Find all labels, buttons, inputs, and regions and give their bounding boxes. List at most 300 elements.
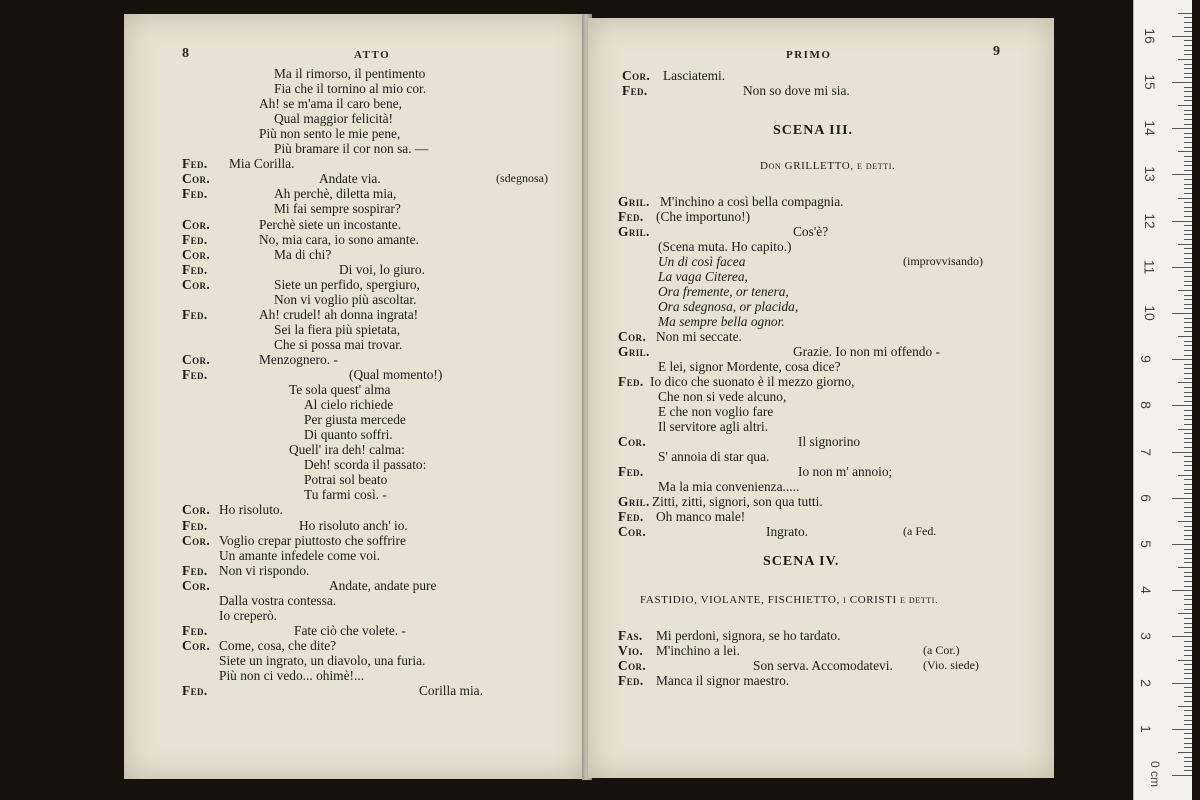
verse-line: Non vi voglio più ascoltar. — [274, 291, 417, 307]
speaker-label: Cor. — [182, 171, 211, 187]
page-number: 9 — [993, 44, 1000, 59]
verse-line: M'inchino a lei. — [656, 643, 740, 658]
ruler-tick — [1184, 165, 1192, 166]
ruler-number: 5 — [1137, 540, 1154, 548]
stage-direction: (improvvisando) — [903, 254, 983, 268]
ruler-tick — [1184, 692, 1192, 693]
ruler-tick — [1184, 604, 1192, 605]
ruler-tick — [1184, 230, 1192, 231]
verse-line: Potrai sol beato — [304, 472, 388, 488]
ruler-tick — [1184, 766, 1192, 767]
measuring-ruler — [1133, 0, 1192, 800]
verse-line: Oh manco male! — [656, 509, 746, 524]
ruler-tick — [1184, 530, 1192, 531]
ruler-tick — [1184, 304, 1192, 305]
ruler-tick — [1184, 40, 1192, 41]
ruler-tick — [1178, 429, 1192, 430]
ruler-tick — [1184, 239, 1192, 240]
verse-line: Ma di chi? — [274, 246, 332, 262]
verse-line: Quell' ira deh! calma: — [289, 442, 405, 458]
verse-line: Ora sdegnosa, or placida, — [658, 299, 799, 314]
ruler-tick — [1184, 438, 1192, 439]
speaker-label: Fed. — [618, 209, 644, 224]
ruler-tick — [1184, 110, 1192, 111]
ruler-number: 15 — [1141, 74, 1158, 90]
ruler-tick — [1172, 82, 1192, 83]
ruler-number: 8 — [1137, 401, 1154, 410]
ruler-tick — [1184, 355, 1192, 356]
ruler-tick — [1178, 244, 1192, 245]
ruler-tick — [1184, 526, 1192, 527]
verse-line: No, mia cara, io sono amante. — [259, 231, 419, 247]
ruler-tick — [1172, 128, 1192, 129]
verse-line: Mi perdoni, signora, se ho tardato. — [656, 628, 841, 643]
ruler-number: 10 — [1141, 305, 1158, 321]
ruler-tick — [1184, 493, 1192, 494]
ruler-tick — [1184, 68, 1192, 69]
verse-line: Non vi rispondo. — [219, 562, 310, 578]
ruler-tick — [1184, 646, 1192, 647]
ruler-tick — [1172, 313, 1192, 314]
verse-line: Menzognero. - — [259, 351, 338, 367]
ruler-tick — [1184, 350, 1192, 351]
ruler-tick — [1184, 262, 1192, 263]
speaker-label: Fed. — [618, 509, 644, 524]
ruler-tick — [1184, 609, 1192, 610]
verse-line: Fia che il tornino al mio cor. — [274, 81, 427, 97]
ruler-tick — [1184, 295, 1192, 296]
ruler-tick — [1184, 253, 1192, 254]
ruler-tick — [1184, 539, 1192, 540]
verse-line: Che non si vede alcuno, — [658, 389, 787, 404]
verse-line: Io non m' annoio; — [798, 464, 893, 479]
verse-line: Io creperò. — [219, 607, 277, 623]
ruler-tick — [1184, 618, 1192, 619]
ruler-tick — [1178, 613, 1192, 614]
ruler-number: 16 — [1141, 28, 1158, 44]
verse-line: Perchè siete un incostante. — [259, 216, 402, 232]
ruler-tick — [1172, 452, 1192, 453]
verse-line: S' annoia di star qua. — [658, 449, 770, 464]
ruler-tick — [1184, 595, 1192, 596]
stage-direction: (sdegnosa) — [496, 171, 548, 186]
verse-line: Per giusta mercede — [304, 412, 406, 428]
ruler-tick — [1184, 581, 1192, 582]
ruler-tick — [1184, 743, 1192, 744]
ruler-number: 6 — [1137, 493, 1154, 502]
verse-line: Ah perchè, diletta mia, — [274, 186, 397, 202]
ruler-tick — [1184, 147, 1192, 148]
speaker-label: Cor. — [182, 351, 211, 367]
ruler-tick — [1184, 549, 1192, 550]
ruler-tick — [1184, 91, 1192, 92]
speaker-label: Fed. — [182, 261, 208, 277]
ruler-tick — [1184, 327, 1192, 328]
ruler-tick — [1184, 678, 1192, 679]
speaker-label: Fed. — [622, 83, 648, 98]
ruler-tick — [1184, 137, 1192, 138]
speaker-label: Cor. — [618, 329, 647, 344]
ruler-tick — [1184, 258, 1192, 259]
ruler-tick — [1184, 87, 1192, 88]
ruler-tick — [1184, 276, 1192, 277]
ruler-tick — [1184, 770, 1192, 771]
verse-line: Siete un ingrato, un diavolo, una furia. — [219, 652, 426, 668]
ruler-tick — [1184, 373, 1192, 374]
verse-line: (Qual momento!) — [349, 367, 443, 382]
ruler-tick — [1184, 461, 1192, 462]
verse-line: Il signorino — [798, 434, 861, 449]
verse-line: Di quanto soffri. — [304, 427, 393, 443]
speaker-label: Cor. — [182, 637, 211, 653]
verse-line: E che non voglio fare — [658, 404, 774, 419]
verse-line: Un di così facea — [658, 254, 746, 269]
ruler-tick — [1184, 193, 1192, 194]
ruler-tick — [1184, 119, 1192, 120]
ruler-tick — [1184, 757, 1192, 758]
ruler-tick — [1184, 479, 1192, 480]
verse-line: (Che importuno!) — [656, 209, 751, 224]
stage-direction: (a Fed. — [903, 524, 937, 538]
verse-line: Lasciatemi. — [663, 68, 726, 83]
verse-line: Siete un perfido, spergiuro, — [274, 276, 420, 292]
ruler-tick — [1184, 64, 1192, 65]
ruler-tick — [1172, 174, 1192, 175]
speaker-label: Cor. — [182, 246, 211, 262]
ruler-tick — [1184, 696, 1192, 697]
ruler-tick — [1184, 114, 1192, 115]
ruler-tick — [1184, 22, 1192, 23]
ruler-tick — [1184, 211, 1192, 212]
speaker-label: Cor. — [182, 577, 211, 593]
ruler-tick — [1184, 96, 1192, 97]
ruler-tick — [1184, 623, 1192, 624]
speaker-label: Fed. — [182, 186, 208, 202]
ruler-unit-label: 0 cm — [1148, 760, 1163, 788]
left-page — [124, 14, 584, 779]
ruler-tick — [1172, 36, 1192, 37]
verse-line: Mi fai sempre sospirar? — [274, 201, 401, 217]
verse-line: Come, cosa, che dite? — [219, 637, 337, 653]
running-head: PRIMO — [786, 49, 832, 61]
ruler-tick — [1184, 747, 1192, 748]
ruler-number: 11 — [1141, 259, 1158, 275]
ruler-number: 7 — [1137, 447, 1154, 456]
ruler-tick — [1184, 664, 1192, 665]
ruler-tick — [1184, 632, 1192, 633]
ruler-tick — [1184, 54, 1192, 55]
ruler-tick — [1184, 761, 1192, 762]
verse-line: Andate, andate pure — [329, 577, 437, 593]
ruler-tick — [1184, 124, 1192, 125]
speaker-label: Cor. — [182, 276, 211, 292]
ruler-tick — [1184, 572, 1192, 573]
ruler-tick — [1184, 345, 1192, 346]
ruler-tick — [1184, 576, 1192, 577]
ruler-tick — [1184, 558, 1192, 559]
ruler-tick — [1184, 419, 1192, 420]
ruler-tick — [1178, 290, 1192, 291]
verse-line: Ma sempre bella ognor. — [658, 314, 785, 329]
ruler-tick — [1184, 156, 1192, 157]
ruler-tick — [1184, 45, 1192, 46]
ruler-tick — [1184, 627, 1192, 628]
verse-line: Cos'è? — [793, 224, 829, 239]
speaker-label: Fed. — [618, 374, 644, 389]
ruler-tick — [1172, 359, 1192, 360]
verse-line: Deh! scorda il passato: — [304, 457, 427, 473]
verse-line: Fate ciò che volete. - — [294, 622, 406, 638]
ruler-tick — [1184, 341, 1192, 342]
stage-direction: (a Cor.) — [923, 643, 960, 657]
speaker-label: Fed. — [182, 622, 208, 638]
ruler-number: 4 — [1137, 586, 1154, 595]
verse-line: Corilla mia. — [419, 683, 483, 699]
speaker-label: Cor. — [618, 524, 647, 539]
speaker-label: Fed. — [618, 464, 644, 479]
ruler-tick — [1184, 447, 1192, 448]
ruler-tick — [1184, 720, 1192, 721]
verse-line: Tu farmi così. - — [304, 487, 387, 503]
verse-line: Più bramare il cor non sa. — — [274, 141, 429, 157]
ruler-tick — [1184, 27, 1192, 28]
running-head: ATTO — [354, 49, 391, 61]
ruler-tick — [1184, 184, 1192, 185]
ruler-tick — [1184, 216, 1192, 217]
ruler-tick — [1184, 387, 1192, 388]
speaker-label: Cor. — [182, 216, 211, 232]
verse-line: M'inchino a così bella compagnia. — [660, 194, 844, 209]
ruler-tick — [1184, 701, 1192, 702]
speaker-label: Cor. — [618, 434, 647, 449]
scene-cast: Don GRILLETTO, e detti. — [760, 160, 896, 172]
speaker-label: Fed. — [618, 673, 644, 688]
ruler-tick — [1184, 715, 1192, 716]
speaker-label: Fas. — [618, 628, 643, 643]
ruler-tick — [1184, 456, 1192, 457]
ruler-tick — [1172, 590, 1192, 591]
verse-line: Di voi, lo giuro. — [339, 261, 425, 277]
verse-line: Ah! se m'ama il caro bene, — [259, 96, 402, 112]
ruler-tick — [1172, 636, 1192, 637]
ruler-tick — [1184, 207, 1192, 208]
ruler-tick — [1184, 188, 1192, 189]
ruler-tick — [1184, 396, 1192, 397]
ruler-tick — [1178, 151, 1192, 152]
ruler-tick — [1178, 105, 1192, 106]
ruler-tick — [1184, 738, 1192, 739]
speaker-label: Cor. — [182, 532, 211, 548]
ruler-tick — [1178, 13, 1192, 14]
ruler-tick — [1184, 655, 1192, 656]
ruler-tick — [1184, 318, 1192, 319]
ruler-tick — [1172, 267, 1192, 268]
ruler-tick — [1184, 31, 1192, 32]
verse-line: Al cielo richiede — [304, 397, 394, 413]
speaker-label: Fed. — [182, 231, 208, 247]
verse-line: Ma la mia convenienza..... — [658, 479, 800, 494]
speaker-label: Vio. — [618, 643, 644, 658]
ruler-tick — [1178, 567, 1192, 568]
speaker-label: Fed. — [182, 306, 208, 322]
ruler-tick — [1184, 161, 1192, 162]
ruler-number: 14 — [1141, 120, 1158, 136]
ruler-tick — [1178, 752, 1192, 753]
ruler-tick — [1184, 465, 1192, 466]
verse-line: Un amante infedele come voi. — [219, 547, 380, 563]
ruler-tick — [1184, 562, 1192, 563]
ruler-tick — [1184, 586, 1192, 587]
verse-line: Io dico che suonato è il mezzo giorno, — [650, 374, 855, 389]
ruler-tick — [1172, 729, 1192, 730]
verse-line: Non so dove mi sia. — [743, 83, 850, 98]
ruler-tick — [1184, 710, 1192, 711]
speaker-label: Gril. — [618, 194, 650, 209]
verse-line: Ah! crudel! ah donna ingrata! — [259, 306, 419, 322]
ruler-tick — [1184, 368, 1192, 369]
scene-title: SCENA IV. — [763, 554, 840, 569]
speaker-label: Fed. — [182, 683, 208, 699]
ruler-tick — [1184, 322, 1192, 323]
ruler-tick — [1184, 179, 1192, 180]
verse-line: Ora fremente, or tenera, — [658, 284, 789, 299]
speaker-label: Gril. — [618, 344, 650, 359]
ruler-tick — [1184, 641, 1192, 642]
ruler-number: 3 — [1137, 632, 1154, 641]
speaker-label: Cor. — [618, 658, 647, 673]
ruler-tick — [1172, 405, 1192, 406]
verse-line: Voglio crepar piuttosto che soffrire — [219, 532, 406, 548]
ruler-tick — [1184, 299, 1192, 300]
ruler-tick — [1184, 50, 1192, 51]
ruler-tick — [1172, 498, 1192, 499]
speaker-label: Fed. — [182, 517, 208, 533]
ruler-tick — [1172, 775, 1192, 776]
ruler-tick — [1172, 683, 1192, 684]
ruler-tick — [1184, 733, 1192, 734]
ruler-tick — [1184, 687, 1192, 688]
ruler-tick — [1172, 221, 1192, 222]
verse-line: Il servitore agli altri. — [658, 419, 769, 434]
scene-cast: FASTIDIO, VIOLANTE, FISCHIETTO, i CORISTI e detti. — [640, 594, 939, 606]
speaker-label: Cor. — [622, 68, 651, 83]
speaker-label: Fed. — [182, 367, 208, 382]
verse-line: Grazie. Io non mi offendo - — [793, 344, 941, 359]
ruler-tick — [1184, 378, 1192, 379]
verse-line: Son serva. Accomodatevi. — [753, 658, 893, 673]
verse-line: Te sola quest' alma — [289, 382, 391, 398]
ruler-tick — [1178, 336, 1192, 337]
ruler-tick — [1184, 100, 1192, 101]
verse-line: Zitti, zitti, signori, son qua tutti. — [652, 494, 823, 509]
speaker-label: Gril. — [618, 494, 650, 509]
ruler-tick — [1178, 59, 1192, 60]
ruler-tick — [1184, 73, 1192, 74]
ruler-tick — [1184, 470, 1192, 471]
ruler-tick — [1184, 77, 1192, 78]
right-page — [588, 18, 1054, 778]
ruler-tick — [1184, 401, 1192, 402]
ruler-tick — [1184, 271, 1192, 272]
verse-line: La vaga Citerea, — [658, 269, 748, 284]
ruler-number: 9 — [1137, 355, 1154, 364]
ruler-tick — [1184, 502, 1192, 503]
ruler-number: 1 — [1137, 724, 1154, 733]
verse-line: Sei la fiera più spietata, — [274, 321, 401, 337]
verse-line: Andate via. — [319, 171, 381, 187]
verse-line: Ingrato. — [766, 524, 809, 539]
scene-title: SCENA III. — [773, 123, 854, 138]
ruler-tick — [1184, 170, 1192, 171]
ruler-tick — [1184, 489, 1192, 490]
ruler-number: 12 — [1141, 212, 1158, 229]
ruler-tick — [1184, 248, 1192, 249]
verse-line: Ma il rimorso, il pentimento — [274, 66, 426, 81]
ruler-tick — [1184, 650, 1192, 651]
verse-line: Manca il signor maestro. — [656, 673, 790, 688]
ruler-tick — [1184, 673, 1192, 674]
ruler-tick — [1178, 198, 1192, 199]
ruler-tick — [1178, 475, 1192, 476]
ruler-tick — [1184, 535, 1192, 536]
ruler-tick — [1184, 281, 1192, 282]
ruler-tick — [1184, 433, 1192, 434]
ruler-tick — [1184, 512, 1192, 513]
ruler-tick — [1184, 507, 1192, 508]
ruler-tick — [1184, 724, 1192, 725]
speaker-label: Cor. — [182, 502, 211, 518]
stage-direction: (Vio. siede) — [923, 658, 979, 672]
ruler-tick — [1184, 308, 1192, 309]
verse-line: Più non sento le mie pene, — [259, 126, 401, 142]
verse-line: Ho risoluto. — [219, 502, 283, 518]
ruler-tick — [1184, 424, 1192, 425]
ruler-tick — [1184, 234, 1192, 235]
ruler-tick — [1184, 599, 1192, 600]
verse-line: Che si possa mai trovar. — [274, 336, 403, 352]
verse-line: Ho risoluto anch' io. — [299, 517, 408, 533]
verse-line: Più non ci vedo... ohimè!... — [219, 668, 365, 683]
ruler-tick — [1184, 17, 1192, 18]
ruler-tick — [1184, 364, 1192, 365]
ruler-number: 2 — [1137, 678, 1154, 687]
ruler-tick — [1178, 382, 1192, 383]
ruler-tick — [1184, 392, 1192, 393]
ruler-tick — [1184, 669, 1192, 670]
ruler-tick — [1184, 516, 1192, 517]
ruler-tick — [1184, 225, 1192, 226]
ruler-tick — [1184, 415, 1192, 416]
ruler-tick — [1178, 521, 1192, 522]
ruler-tick — [1184, 331, 1192, 332]
ruler-tick — [1178, 660, 1192, 661]
verse-line: Non mi seccate. — [656, 329, 742, 344]
verse-line: (Scena muta. Ho capito.) — [658, 239, 792, 254]
ruler-tick — [1184, 285, 1192, 286]
ruler-tick — [1184, 553, 1192, 554]
ruler-tick — [1172, 544, 1192, 545]
verse-line: Dalla vostra contessa. — [219, 592, 337, 608]
ruler-tick — [1184, 410, 1192, 411]
ruler-tick — [1184, 442, 1192, 443]
verse-line: Qual maggior felicità! — [274, 111, 393, 127]
verse-line: Mia Corilla. — [229, 156, 295, 172]
ruler-number: 13 — [1141, 166, 1158, 183]
ruler-tick — [1184, 202, 1192, 203]
speaker-label: Gril. — [618, 224, 650, 239]
ruler-tick — [1184, 142, 1192, 143]
verse-line: E lei, signor Mordente, cosa dice? — [658, 359, 841, 374]
